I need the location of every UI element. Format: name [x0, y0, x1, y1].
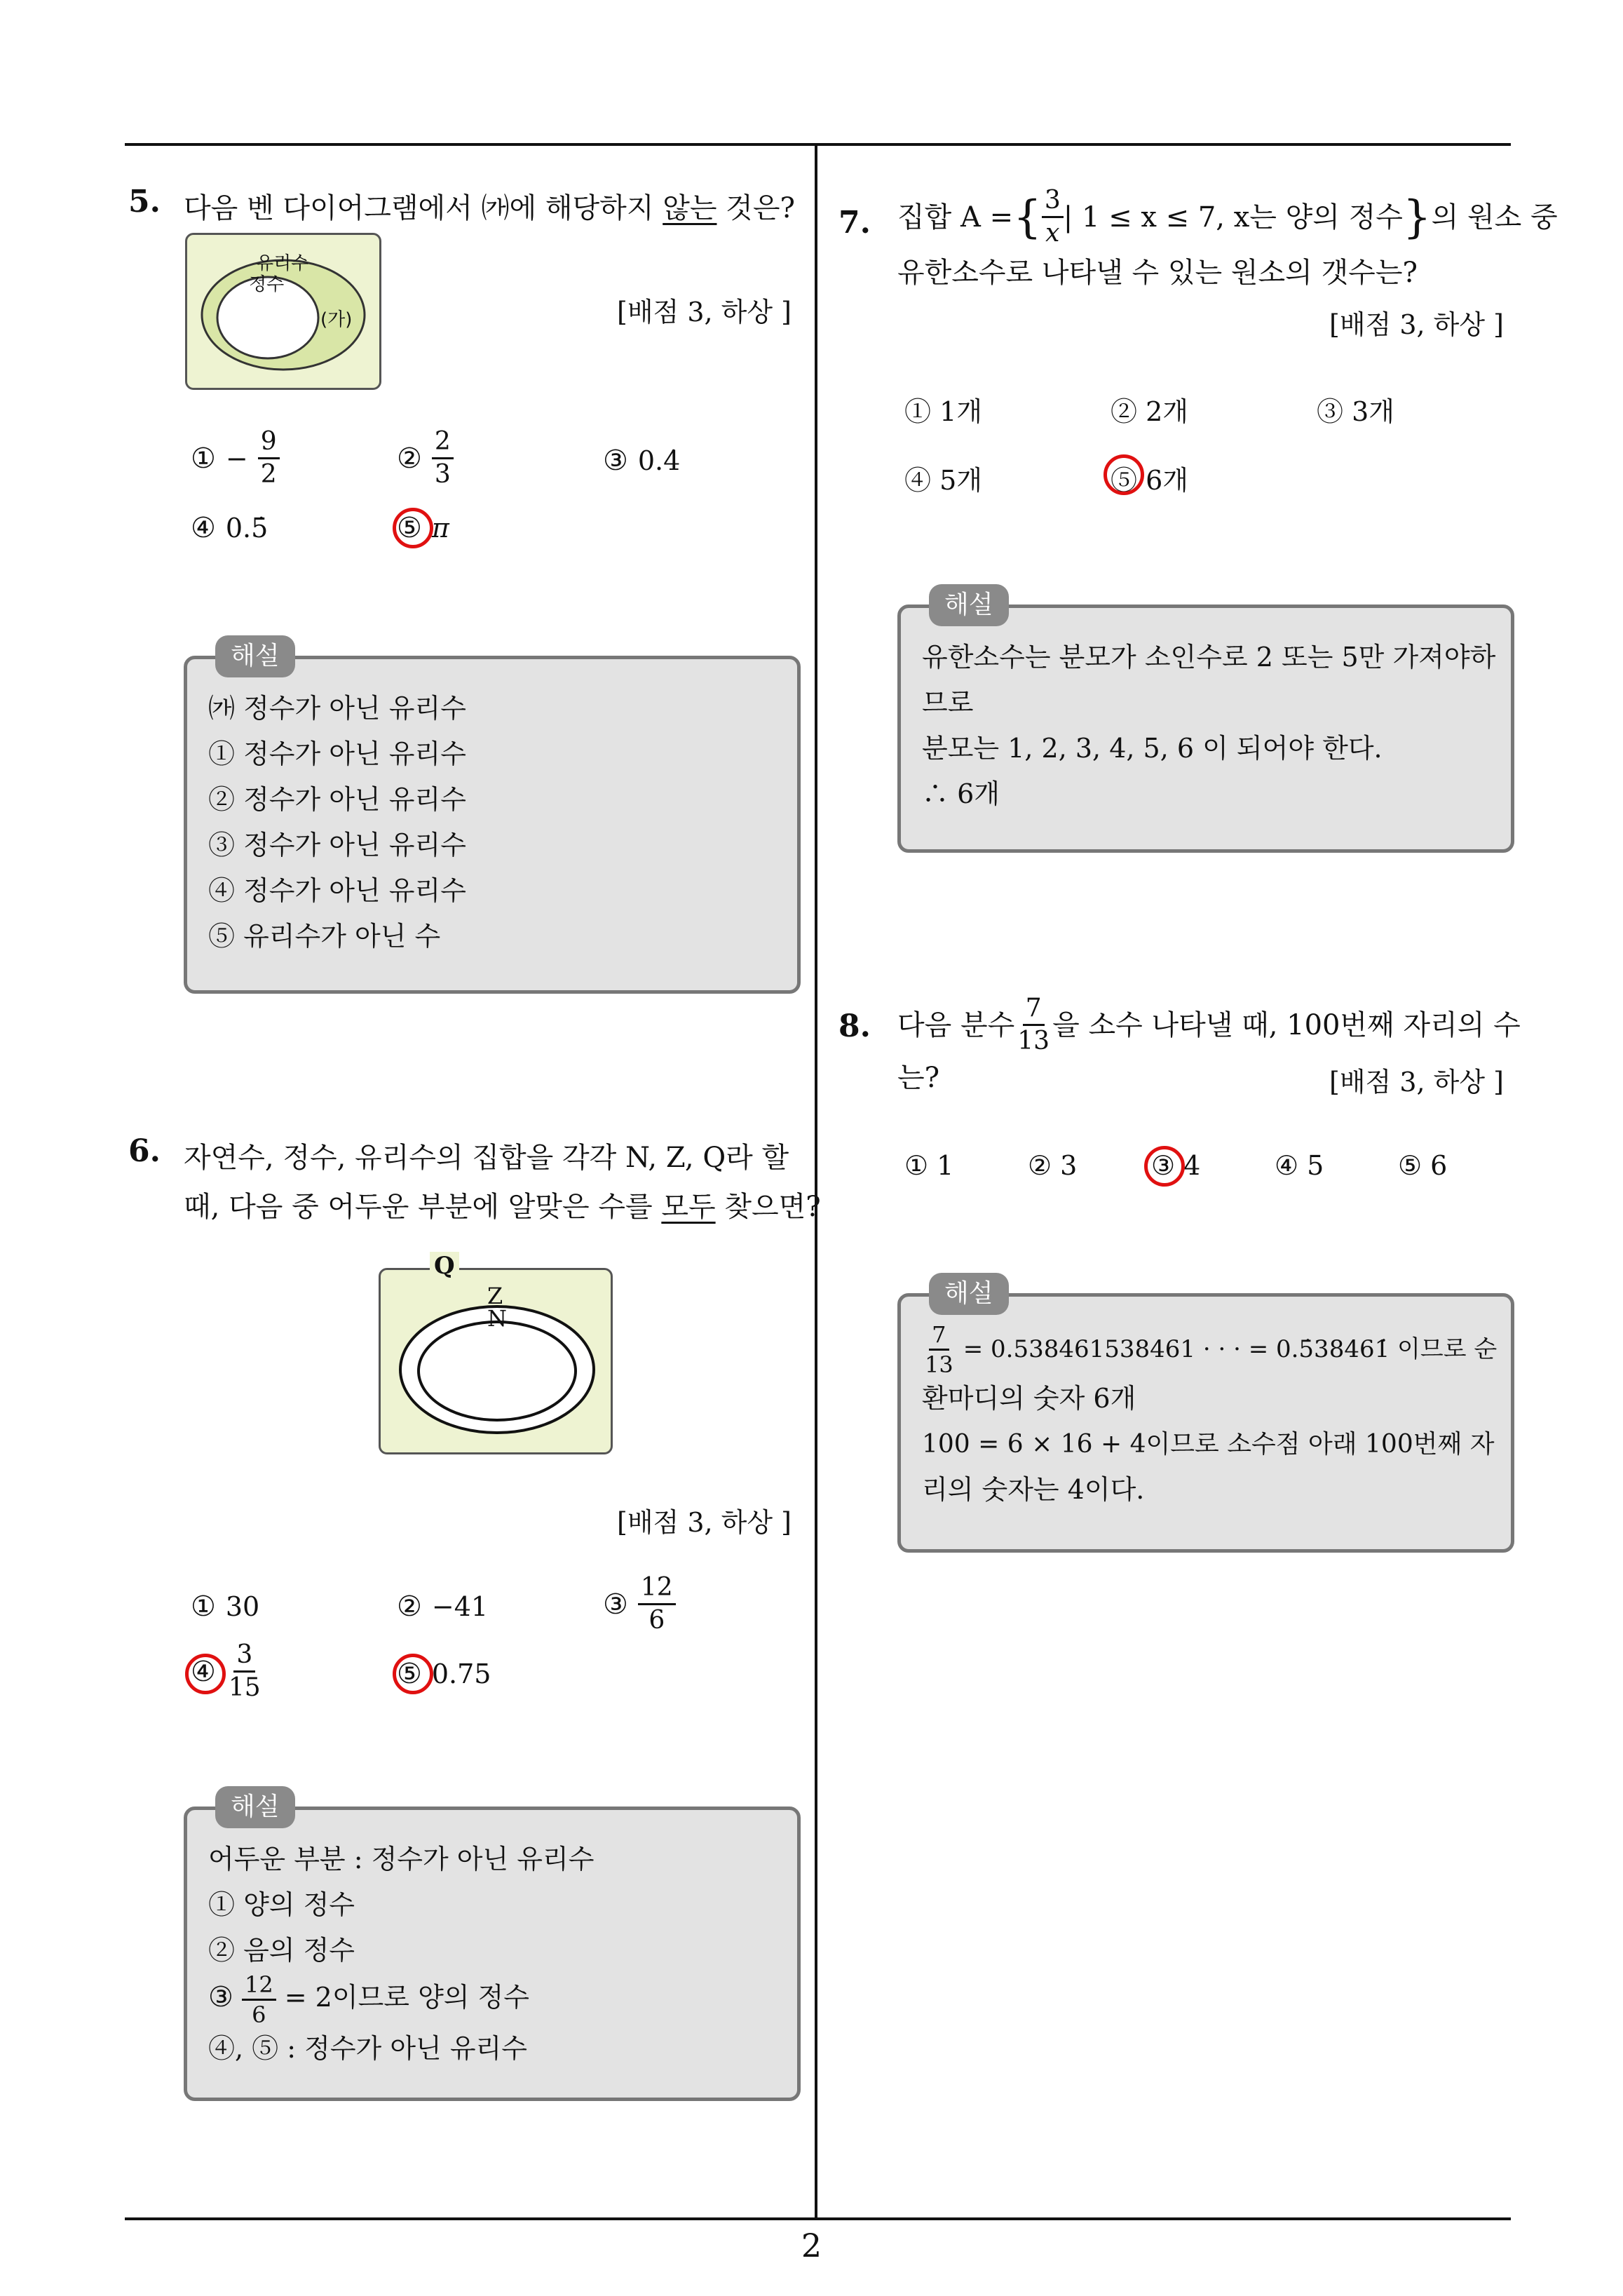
- score-label: [배점 3, 하상 ]: [1329, 309, 1504, 340]
- fraction: $\frac{12}{6}$: [638, 1575, 676, 1633]
- option-number: ⑤: [397, 1658, 422, 1690]
- question-8-line-2: 는?: [897, 1062, 940, 1094]
- score-label: [배점 3, 하상 ]: [617, 1507, 792, 1538]
- solution-line: 어두운 부분 : 정수가 아닌 유리수: [208, 1844, 595, 1875]
- option-number: ③: [603, 445, 628, 477]
- solution-box-q5: [184, 642, 801, 994]
- solution-line: ① 양의 정수: [208, 1889, 355, 1920]
- score-label: [배점 3, 하상 ]: [1329, 1067, 1504, 1098]
- answer-mark: [1103, 454, 1144, 495]
- right-brace: }: [1402, 191, 1432, 243]
- question-7-line-1: 집합 A = { $\frac{3}{x}$ | 1 ≤ x ≤ 7, x는 양의 정수 } 의 원소 중: [897, 186, 1558, 248]
- question-8: [838, 1008, 871, 1044]
- venn-label-z: Z: [487, 1283, 503, 1309]
- question-number: 7.: [838, 205, 871, 241]
- solution-line: ② 정수가 아닌 유리수: [208, 784, 466, 815]
- option-number: ⑤: [397, 512, 422, 544]
- fraction: $\frac{7}{13}$: [925, 1321, 953, 1378]
- answer-mark: [393, 508, 433, 548]
- option-5[interactable]: ⑤ 6개: [1111, 465, 1188, 496]
- solution-line: ③ $\frac{12}{6}$ = 2이므로 양의 정수: [208, 1971, 529, 2028]
- option-number: ②: [397, 1591, 422, 1623]
- question-7-line-2: 유한소수로 나타낼 수 있는 원소의 갯수는?: [897, 257, 1418, 289]
- option-3[interactable]: ③ 0.4̇: [603, 445, 681, 477]
- solution-line: ① 정수가 아닌 유리수: [208, 738, 466, 769]
- venn-label-integer: 정수: [249, 274, 285, 295]
- solution-line: 분모는 1, 2, 3, 4, 5, 6 이 되어야 한다.: [922, 733, 1383, 764]
- solution-tag: 해설: [929, 1273, 1009, 1315]
- venn-label-region: (가): [320, 309, 353, 330]
- venn-label-rational: 유리수: [256, 253, 309, 274]
- option-5[interactable]: ⑤ 6: [1398, 1150, 1448, 1181]
- top-rule: [125, 143, 1511, 146]
- option-1[interactable]: ① 30: [191, 1591, 260, 1623]
- page-number: 2: [801, 2227, 822, 2264]
- fraction: $\frac{12}{6}$: [242, 1973, 276, 2026]
- question-6-text: 자연수, 정수, 유리수의 집합을 각각 N, Z, Q라 할 때, 다음 중 어두운 부분에 알맞은 수를 모두 찾으면?: [184, 1142, 821, 1223]
- question-5-text: 다음 벤 다이어그램에서 ㈎에 해당하지 않는 것은?: [184, 192, 795, 224]
- solution-line: ④, ⑤ : 정수가 아닌 유리수: [208, 2033, 527, 2064]
- venn-diagram-q6: [379, 1252, 613, 1454]
- solution-line: 100 = 6 × 16 + 4이므로 소수점 아래 100번째 자: [922, 1430, 1495, 1459]
- solution-line: ㈎ 정수가 아닌 유리수: [208, 693, 466, 724]
- option-3[interactable]: ③ 3개: [1317, 396, 1394, 427]
- solution-line: ④ 정수가 아닌 유리수: [208, 875, 466, 906]
- option-1[interactable]: ① − $\frac{9}{2}$: [191, 429, 280, 487]
- option-number: ④: [191, 1655, 216, 1688]
- solution-line: 리의 숫자는 4이다.: [922, 1474, 1145, 1505]
- option-5[interactable]: ⑤ 0.75: [397, 1658, 491, 1690]
- question-number: 5.: [128, 184, 161, 220]
- option-2[interactable]: ② 2개: [1111, 396, 1188, 427]
- option-3[interactable]: ③ 4: [1151, 1150, 1201, 1181]
- solution-line: 므로: [922, 687, 974, 718]
- question-8-line-1: 다음 분수 $\frac{7}{13}$ 을 소수 나타낼 때, 100번째 자리의 수: [897, 994, 1521, 1055]
- option-4[interactable]: ④ 5개: [904, 465, 982, 496]
- solution-tag: 해설: [215, 635, 295, 677]
- option-4[interactable]: ④ 0.5̇: [191, 512, 269, 544]
- solution-line: 유한소수는 분모가 소인수로 2 또는 5만 가져야하: [922, 642, 1496, 673]
- fraction: $\frac{9}{2}$: [258, 429, 280, 487]
- fraction: $\frac{7}{13}$: [1017, 994, 1050, 1055]
- solution-line: ⑤ 유리수가 아닌 수: [208, 921, 441, 952]
- option-2[interactable]: [397, 429, 454, 487]
- answer-mark: [1144, 1146, 1185, 1187]
- option-1[interactable]: ① 1개: [904, 396, 982, 427]
- solution-tag: 해설: [215, 1786, 295, 1828]
- score-label: [배점 3, 하상 ]: [617, 297, 792, 327]
- solution-line: ② 음의 정수: [208, 1935, 355, 1966]
- solution-line: ③ 정수가 아닌 유리수: [208, 830, 466, 860]
- fraction: $\frac{2}{3}$: [432, 429, 454, 487]
- option-number: ④: [191, 512, 216, 544]
- venn-label-q: Q: [430, 1252, 459, 1280]
- option-number: ①: [191, 1591, 216, 1623]
- solution-box-q6: [184, 1792, 801, 2101]
- option-1[interactable]: ① 1: [904, 1150, 954, 1181]
- question-number: 8.: [838, 1008, 871, 1044]
- option-number: ③: [603, 1588, 628, 1621]
- option-2[interactable]: ② −41: [397, 1591, 489, 1623]
- option-2[interactable]: ② 3: [1028, 1150, 1078, 1181]
- fraction: $\frac{3}{15}$: [228, 1640, 261, 1702]
- option-number: ①: [191, 442, 216, 475]
- venn-label-n: N: [487, 1305, 507, 1332]
- question-number: 6.: [128, 1133, 161, 1169]
- option-3[interactable]: [603, 1575, 676, 1633]
- option-5[interactable]: ⑤ π: [397, 512, 449, 544]
- answer-mark: [185, 1654, 226, 1694]
- solution-line: 환마디의 숫자 6개: [922, 1383, 1136, 1414]
- question-5: [128, 184, 161, 220]
- option-number: ②: [397, 442, 422, 475]
- answer-mark: [393, 1654, 433, 1694]
- bottom-rule: [125, 2217, 1511, 2220]
- solution-line: $\frac{7}{13}$ = 0.538461538461 · · · = 0.5̇38461̇ 이므로 순: [922, 1323, 1490, 1376]
- solution-tag: 해설: [929, 584, 1009, 626]
- option-4[interactable]: ④ 5: [1275, 1150, 1324, 1181]
- solution-box-q7: [897, 590, 1514, 853]
- solution-line: ∴ 6개: [922, 778, 1000, 809]
- question-6: [128, 1133, 161, 1169]
- venn-diagram-q5: [185, 233, 381, 390]
- question-7: [838, 205, 871, 241]
- solution-box-q8: [897, 1279, 1514, 1553]
- fraction: $\frac{3}{x}$: [1042, 188, 1064, 246]
- left-brace: {: [1013, 191, 1042, 243]
